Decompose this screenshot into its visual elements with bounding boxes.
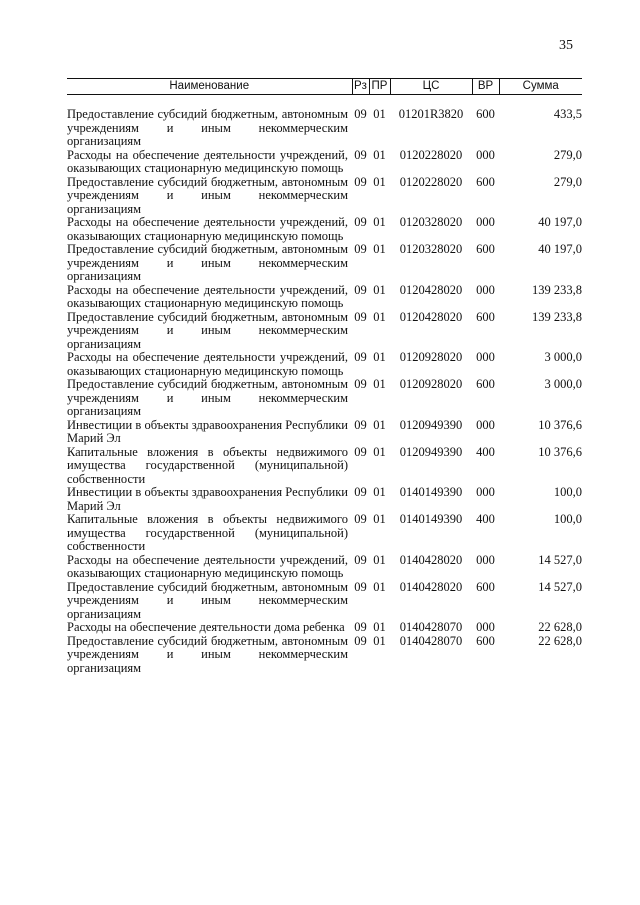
row-pr: 01 <box>373 485 386 499</box>
row-sum: 14 527,0 <box>538 579 582 594</box>
row-pr: 01 <box>373 417 386 432</box>
row-cs: 0120428020 <box>399 282 463 297</box>
row-vr: 600 <box>476 579 495 594</box>
row-vr: 000 <box>476 620 495 634</box>
budget-table <box>67 78 582 675</box>
table-row <box>67 419 582 446</box>
row-rz: 09 <box>354 579 367 594</box>
row-rz: 09 <box>354 282 367 297</box>
row-vr: 600 <box>476 107 495 121</box>
row-cs: 0140149390 <box>399 485 463 499</box>
table-row <box>67 635 582 676</box>
row-name: Предоставление субсидий бюджетным, автономным учреждениям и иным некоммерческим организациям <box>67 107 348 148</box>
row-name: Предоставление субсидий бюджетным, автономным учреждениям и иным некоммерческим организациям <box>67 309 348 351</box>
row-name: Расходы на обеспечение деятельности учреждений, оказывающих стационарную медицинскую помощь <box>67 552 348 580</box>
row-name: Расходы на обеспечение деятельности учреждений, оказывающих стационарную медицинскую помощь <box>67 147 348 175</box>
row-cs: 0140149390 <box>399 512 463 526</box>
row-rz: 09 <box>354 174 367 189</box>
row-sum: 139 233,8 <box>532 282 582 297</box>
row-name: Предоставление субсидий бюджетным, автономным учреждениям и иным некоммерческим организациям <box>67 174 348 216</box>
row-cs: 0120328020 <box>399 215 463 229</box>
row-pr: 01 <box>373 350 386 364</box>
row-sum: 279,0 <box>553 147 582 162</box>
row-sum: 22 628,0 <box>538 620 582 634</box>
row-pr: 01 <box>373 579 386 594</box>
row-rz: 09 <box>354 107 367 121</box>
row-rz: 09 <box>354 350 367 364</box>
row-rz: 09 <box>354 512 367 526</box>
row-vr: 600 <box>476 242 495 256</box>
row-cs: 01201R3820 <box>398 107 464 121</box>
row-cs: 0120949390 <box>399 417 463 432</box>
row-name: Инвестиции в объекты здравоохранения Республики Марий Эл <box>67 485 348 513</box>
row-sum: 40 197,0 <box>538 242 582 256</box>
row-rz: 09 <box>354 485 367 499</box>
row-sum: 10 376,6 <box>538 444 582 459</box>
row-cs: 0120428020 <box>399 309 463 324</box>
row-vr: 400 <box>476 444 495 459</box>
table-header-row <box>67 79 582 95</box>
row-vr: 000 <box>476 282 495 297</box>
row-name: Расходы на обеспечение деятельности дома ребенка <box>67 620 345 634</box>
row-pr: 01 <box>373 215 386 229</box>
row-cs: 0120228020 <box>399 147 463 162</box>
row-cs: 0140428070 <box>399 633 463 648</box>
header-sum: Сумма <box>499 79 582 95</box>
row-vr: 000 <box>476 552 495 567</box>
row-vr: 000 <box>476 147 495 162</box>
header-vr: ВР <box>472 79 499 95</box>
row-sum: 22 628,0 <box>538 633 582 648</box>
row-sum: 40 197,0 <box>538 215 582 229</box>
row-name: Предоставление субсидий бюджетным, автономным учреждениям и иным некоммерческим организациям <box>67 633 348 675</box>
row-vr: 600 <box>476 309 495 324</box>
row-pr: 01 <box>373 444 386 459</box>
row-rz: 09 <box>354 633 367 648</box>
table-row <box>67 446 582 487</box>
table-row <box>67 351 582 378</box>
row-rz: 09 <box>354 444 367 459</box>
row-sum: 14 527,0 <box>538 552 582 567</box>
row-sum: 279,0 <box>553 174 582 189</box>
row-vr: 000 <box>476 485 495 499</box>
row-name: Расходы на обеспечение деятельности учреждений, оказывающих стационарную медицинскую помощь <box>67 215 348 243</box>
table-row <box>67 95 582 149</box>
row-sum: 3 000,0 <box>544 350 582 364</box>
row-sum: 10 376,6 <box>538 417 582 432</box>
row-pr: 01 <box>373 107 386 121</box>
table-row <box>67 513 582 554</box>
row-name: Расходы на обеспечение деятельности учреждений, оказывающих стационарную медицинскую помощь <box>67 350 348 378</box>
row-name: Предоставление субсидий бюджетным, автономным учреждениям и иным некоммерческим организациям <box>67 377 348 418</box>
row-pr: 01 <box>373 309 386 324</box>
table-row <box>67 243 582 284</box>
row-sum: 433,5 <box>553 107 582 121</box>
row-name: Предоставление субсидий бюджетным, автономным учреждениям и иным некоммерческим организациям <box>67 579 348 621</box>
header-rz: Рз <box>352 79 369 95</box>
row-pr: 01 <box>373 512 386 526</box>
row-cs: 0120949390 <box>399 444 463 459</box>
row-cs: 0140428070 <box>399 620 463 634</box>
row-name: Капитальные вложения в объекты недвижимого имущества государственной (муниципальной) собственности <box>67 444 348 486</box>
row-cs: 0140428020 <box>399 579 463 594</box>
row-rz: 09 <box>354 417 367 432</box>
table-row <box>67 554 582 581</box>
row-pr: 01 <box>373 282 386 297</box>
row-cs: 0120928020 <box>399 377 463 391</box>
table-row <box>67 311 582 352</box>
table-row <box>67 149 582 176</box>
row-name: Капитальные вложения в объекты недвижимого имущества государственной (муниципальной) собственности <box>67 512 348 553</box>
row-rz: 09 <box>354 309 367 324</box>
row-name: Предоставление субсидий бюджетным, автономным учреждениям и иным некоммерческим организациям <box>67 242 348 283</box>
row-sum: 3 000,0 <box>544 377 582 391</box>
row-name: Расходы на обеспечение деятельности учреждений, оказывающих стационарную медицинскую помощь <box>67 282 348 310</box>
row-pr: 01 <box>373 242 386 256</box>
row-vr: 600 <box>476 633 495 648</box>
row-pr: 01 <box>373 377 386 391</box>
row-vr: 000 <box>476 350 495 364</box>
row-pr: 01 <box>373 174 386 189</box>
row-pr: 01 <box>373 147 386 162</box>
row-pr: 01 <box>373 620 386 634</box>
table-row <box>67 378 582 419</box>
row-pr: 01 <box>373 552 386 567</box>
table-row <box>67 621 582 635</box>
table-row <box>67 486 582 513</box>
table-row <box>67 284 582 311</box>
row-rz: 09 <box>354 215 367 229</box>
row-cs: 0120928020 <box>399 350 463 364</box>
row-sum: 100,0 <box>553 485 582 499</box>
row-vr: 000 <box>476 417 495 432</box>
table-row <box>67 216 582 243</box>
row-rz: 09 <box>354 377 367 391</box>
row-sum: 139 233,8 <box>532 309 582 324</box>
header-cs: ЦС <box>390 79 472 95</box>
header-pr: ПР <box>369 79 390 95</box>
row-vr: 600 <box>476 377 495 391</box>
table-row <box>67 581 582 622</box>
table-body <box>67 95 582 676</box>
row-cs: 0120328020 <box>399 242 463 256</box>
row-vr: 000 <box>476 215 495 229</box>
row-cs: 0120228020 <box>399 174 463 189</box>
table-row <box>67 176 582 217</box>
row-name: Инвестиции в объекты здравоохранения Республики Марий Эл <box>67 417 348 445</box>
row-vr: 400 <box>476 512 495 526</box>
row-rz: 09 <box>354 147 367 162</box>
row-vr: 600 <box>476 174 495 189</box>
header-name: Наименование <box>67 79 352 95</box>
row-rz: 09 <box>354 552 367 567</box>
row-sum: 100,0 <box>553 512 582 526</box>
row-cs: 0140428020 <box>399 552 463 567</box>
page-number: 35 <box>559 38 573 53</box>
row-rz: 09 <box>354 620 367 634</box>
row-rz: 09 <box>354 242 367 256</box>
row-pr: 01 <box>373 633 386 648</box>
